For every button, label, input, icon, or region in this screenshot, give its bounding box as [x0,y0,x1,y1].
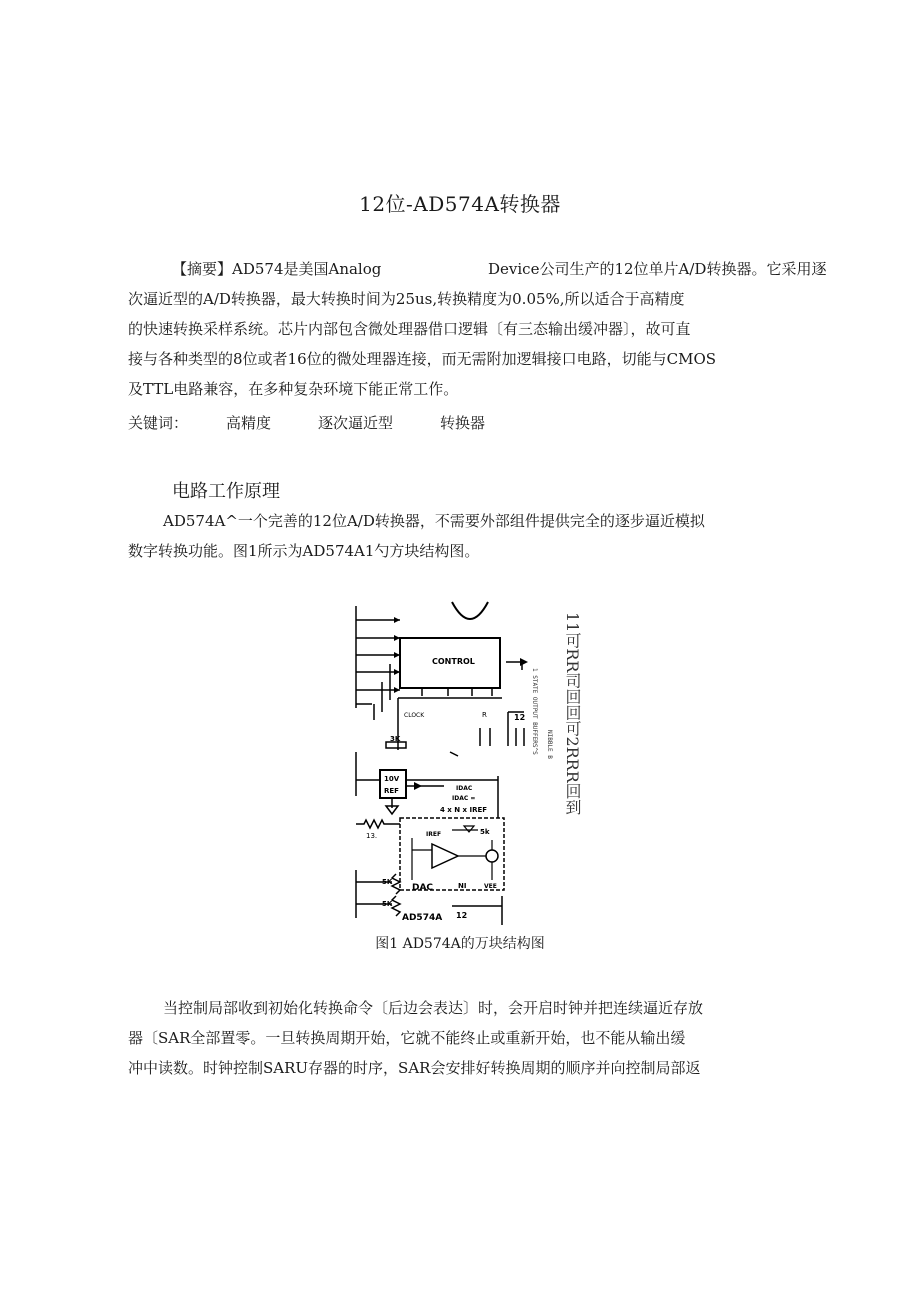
diagram-arc [452,602,488,619]
section-para-line-1: AD574A^一个完善的12位A/D转换器，不需要外部组件提供完全的逐步逼近模拟 [163,512,705,530]
figure-caption: 图1 AD574A的万块结构图 [375,936,545,952]
section-heading: 电路工作原理 [172,481,280,502]
nibble-vertical-label: NIBBLE B [546,730,553,759]
ni-label: NI [458,882,467,890]
document-title: 12位-AD574A转换器 [359,192,561,216]
clock-label: CLOCK [404,712,425,719]
para2-line-3: 冲中读数。时钟控制SARU存器的时序，SAR会安排好转换周期的顺序并向控制局部返 [128,1059,701,1077]
abstract-line-2: 次逼近型的A/D转换器，最大转换时间为25us,转换精度为0.05%,所以适合于高精度 [128,290,685,308]
keywords-label: 关键词： [128,414,189,432]
ref-voltage-label: 10V [384,775,400,783]
bus-12-bottom-label: 12 [456,911,468,920]
comparator-symbol [432,844,458,868]
dac-ground-symbol [464,826,474,832]
dac-label: DAC [412,883,434,893]
keyword-item: 转换器 [440,414,486,432]
buffers-vertical-label: 1 STATE OUTPUT BUFFERS^S [531,668,538,755]
block-diagram-figure [352,600,584,925]
bus-12-top-label: 12 [514,713,526,722]
abstract-line-1b: Device公司生产的12位单片A/D转换器。它采用逐 [488,260,827,278]
idac-formula-label: 4 x N x IREF [440,806,488,814]
pin-13-label: 13. [366,832,378,840]
idac-label: IDAC [456,785,473,792]
resistor-3k-label: 3K [390,735,401,743]
control-out-arrow [520,658,528,666]
control-outputs [398,662,522,750]
r-label: R [482,711,487,719]
para2-line-2: 器〔SAR全部置零。一旦转换周期开始，它就不能终止或重新开始，也不能从输出缓 [128,1029,686,1047]
current-source-symbol [486,850,498,862]
resistor-5k-b-label: 5K [382,900,393,908]
chip-name-label: AD574A [402,913,443,923]
block-diagram [352,600,584,925]
ref-label: REF [384,787,399,795]
keywords-row [0,412,920,436]
lower-left-network [356,870,400,918]
resistor-5k-label: 5k [480,828,490,836]
section-para-line-2: 数字转换功能。图1所示为AD574A1勺方块结构图。 [128,542,480,560]
ref-arrow [414,782,422,790]
control-label: CONTROL [432,657,475,666]
dac-wiring [412,830,492,880]
figure-side-text: 11可RR司回回可2RRR回到 [563,612,582,815]
vee-label: VEE [484,883,497,890]
input-lines [356,606,400,720]
para2-line-1: 当控制局部收到初始化转换命令〔后边会表达〕时，会开启时钟并把连续逼近存放 [163,999,704,1017]
resistor-5k-a-label: 5K [382,878,393,886]
abstract-line-3: 的快速转换采样系统。芯片内部包含微处理器借口逻辑〔有三态输出缓冲器〕，故可直 [128,320,691,338]
iref-label: IREF [426,831,442,838]
abstract-line-5: 及TTL电路兼容，在多种复杂环境下能正常工作。 [128,380,459,398]
input-resistor [356,820,400,828]
idac-eq-label: IDAC = [452,795,476,802]
abstract-line-4: 接与各种类型的8位或者16位的微处理器连接，而无需附加逻辑接口电路，切能与CMOS [128,350,717,368]
keyword-item: 高精度 [226,414,272,432]
abstract-line-1a: 【摘要】AD574是美国Analog [172,260,382,278]
keyword-item: 逐次逼近型 [318,414,394,432]
